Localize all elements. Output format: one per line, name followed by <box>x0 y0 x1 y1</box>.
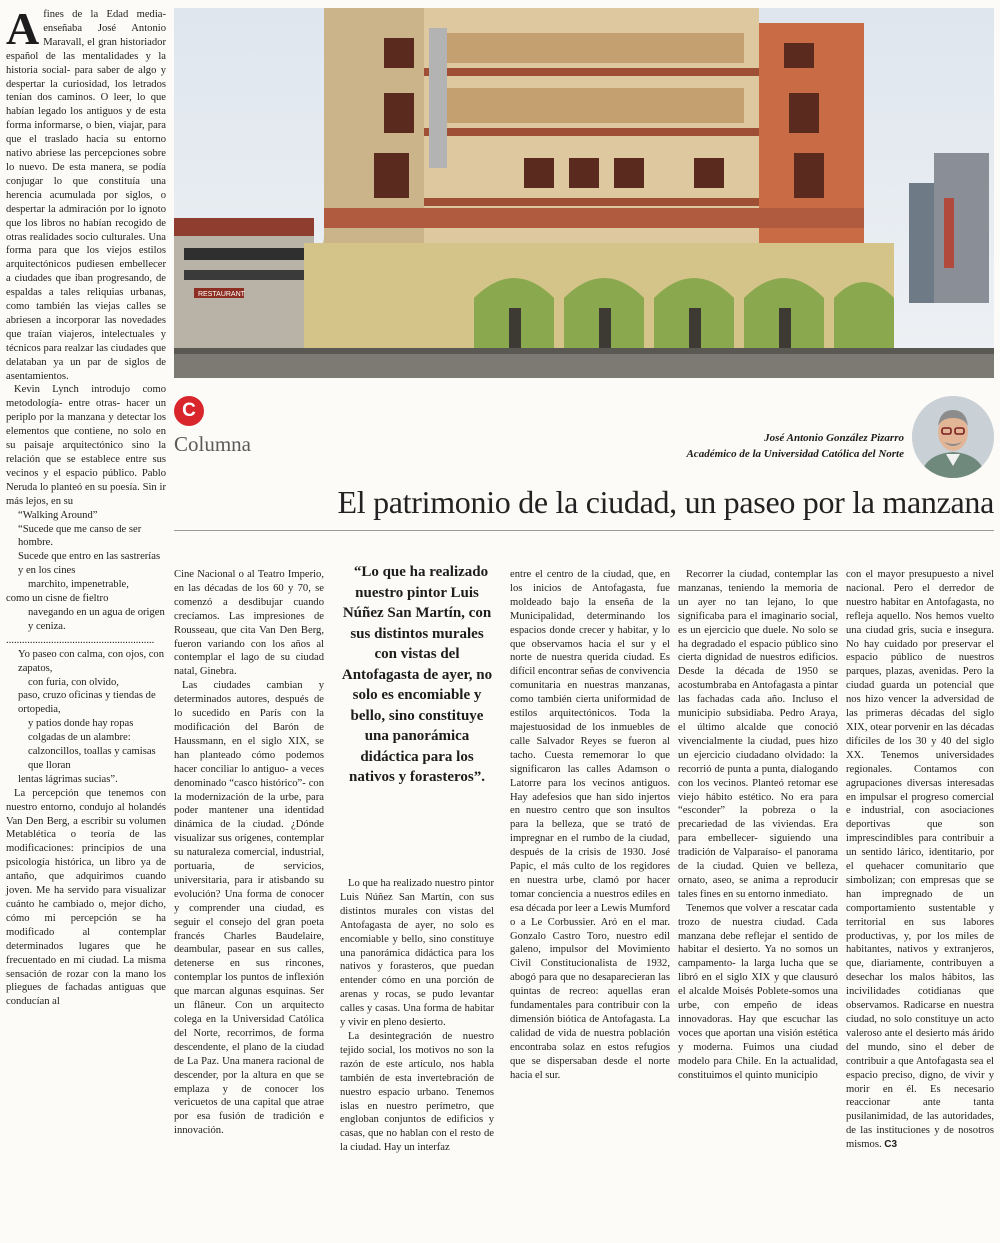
poem-line: “Sucede que me canso de ser hombre. <box>18 523 142 549</box>
poem-line: y patios donde hay ropas colgadas de un alambre: <box>28 718 134 744</box>
byline <box>686 430 904 462</box>
restaurant-sign: RESTAURANT <box>198 291 245 298</box>
poem-line: como un cisne de fieltro <box>6 593 109 605</box>
paragraph: entre el centro de la ciudad, que, en los inicios de Antofagasta, fue moldeado bajo la enseña de la Municipalidad, determinando los espacios donde crecer y habitar, y lo que observamos hacia el sur y el norte de nuestra querida ciudad. Es difícil encontrar señas de convivencia comunitaria en nuestras manzanas, como también cierta uniformidad de estilos arquitectónicos. Toda la majestuosidad de los inmuebles de calle Salvador Reyes se fueron al tacho. Cuesta rememorar lo que significaron las calles Adamson o Latorre para los vecinos antiguos. Hay adefesios que han sido injertos en nuestro centro que son insultos para la belleza, que se trató de impregnar en el rumbo de la ciudad, después de la crisis de 1930. José Papic, el más culto de los regidores en nuestra urbe, clamó por hacer tomar conciencia a nuestros ediles en esa década por leer a Lewis Mumford o a Le Corbussier. Aró en el mar. Gonzalo Castro Toro, nuestro edil galeno, impulsor del Movimiento Civil Constitucionalista de 1932, abogó para que no desaparecieran las quintas de recreo: aquellas eran fundamentales para contribuir con la dimensión biótica de Antofagasta. La calidad de vida de nuestra población encontraba solaz en estos refugios que se dispersaban desde el norte hacia el sur. <box>510 569 671 1081</box>
poem-line: lentas lágrimas sucias”. <box>18 773 118 785</box>
author-affiliation: Académico de la Universidad Católica del Norte <box>686 448 904 460</box>
column-3 <box>510 568 670 1083</box>
author-portrait-icon <box>912 396 994 478</box>
poem-ellipsis: ........................................................ <box>6 634 155 646</box>
poem-line: marchito, impenetrable, <box>28 579 129 591</box>
end-mark: C3 <box>884 1139 898 1151</box>
column-4 <box>678 568 838 1083</box>
poem-line: calzoncillos, toallas y camisas que lloran <box>28 746 156 771</box>
pull-quote: “Lo que ha realizado nuestro pintor Luis Núñez San Martín, con sus distintos murales con vistas del Antofagasta de ayer, no solo es encomiable y bello, sino constituye una panorámica didáctica para los nativos y forasteros”. <box>341 564 493 785</box>
author-avatar <box>912 396 994 478</box>
paragraph: Lo que ha realizado nuestro pintor Luis Núñez San Martín, con sus distintos murales con vistas del Antofagasta de ayer, no solo es encomiable y bello, sino constituye una panorámica didáctica para los nativos y forasteros, que puedan entender cómo en una porción de arenas y rocas, se pudo levantar calles y casas. Una forma de habitar y vivir en pleno desierto. <box>340 878 494 1029</box>
poem-line: Yo paseo con calma, con ojos, con zapatos, <box>18 648 165 674</box>
paragraph: Cine Nacional o al Teatro Imperio, en las décadas de los 60 y 70, se comenzó a desdibujar cuando crecíamos. Las impresiones de Rousseau, que cita Van Den Berg, fueron variando con los años al contemplar el lago de su ciudad natal, Ginebra. <box>174 569 324 678</box>
poem-line: Sucede que entro en las sastrerías y en los cines <box>18 551 161 577</box>
section-badge: C <box>174 396 204 426</box>
intro-paragraph: Afines de la Edad media-enseñaba José Antonio Maravall, el gran historiador español de las mentalidades y la historia social- para saber de algo y despertar la curiosidad, los letrados tenían dos caminos. O leer, lo que habían legado los antiguos y de esta forma informarse, o bien, viajar, para que el traslado hacia su entorno nativo abriese las percepciones sobre lo nuevo. De esta manera, se podía conjugar lo que constituía una herencia acumulada por siglos, o despertar la admiración por lo ignoto que los libros no habían recogido de otras realidades socio culturales. Una forma para que los viejos estilos arquitectónicos pudiesen embellecer a ciudades que iban progresando, de espaldas a tales reliquias urbanas, como también las viejas calles se abriesen a incorporar las novedades que traían viajeros, intelectuales y técnicos para realzar las ciudades que delataban ya un par de siglos de asentamientos. <box>6 3 166 382</box>
poem-line: paso, cruzo oficinas y tiendas de ortopedia, <box>18 690 156 716</box>
paragraph: con el mayor presupuesto a nivel nacional. Pero el derredor de nuestro habitar en Antofagasta, no refleja aquello. Nos hemos vuelto una ciudad gris, sucia e insegura. No hay cuidado por preservar el espacio público de nuestros parques, plazas, avenidas. Pero la ciudad guarda un potencial que nos hizo vencer la adversidad de las primeras décadas del siglo XIX, otear porvenir en las décadas difíciles de los 30 y 40 del siglo XX. Tenemos universidades regionales. Contamos con agrupaciones diversas interesadas en impulsar el progreso comercial e industrial, con asociaciones deportivas que son imprescindibles para contribuir a un sentido lárico, identitario, por el quehacer comunitario que simbolizan; con empresas que se han impregnado de un comportamiento sustentable y territorial en sus labores productivas, y, por los miles de habitantes, nativos y extranjeros, que, diariamente, contribuyen a desechar los malos hábitos, las incivilidades cotidianas que observamos. Radicarse en nuestra ciudad, no solo constituye un acto valeroso ante el desierto más árido del mundo, sino el deber de contribuir a que Antofagasta sea el espacio preciso, digno, de vivir y morir en él. Es necesario reaccionar ante tanta pusilanimidad, de las autoridades, de las instituciones y de nosotros mismos. C3 <box>846 569 994 1151</box>
paragraph: La desintegración de nuestro tejido social, los motivos no son la razón de este artículo, nos habla también de esta invertebración de nuestro espacio urbano. Tenemos islas en nuestro perímetro, que engloban conjuntos de edificios y casas, que no hablan con el resto de la ciudad. Hay un interfaz <box>340 1030 494 1154</box>
author-name: José Antonio González Pizarro <box>764 432 904 444</box>
poem-title: “Walking Around” <box>18 509 98 521</box>
paragraph: Recorrer la ciudad, contemplar las manzanas, teniendo la memoria de un ayer no tan lejano, lo que significaba para el imaginario social, es un ejercicio que duele. No solo se ha degradado el espacio público sino cierta dignidad de nuestros edificios. Desde la década de 1950 se acostumbraba en Antofagasta a pintar las fachadas cada año. Incluso el municipio subsidiaba. Pedro Araya, el último alcalde que conoció vivencialmente la ciudad, pues hizo un ejercicio ciudadano olvidado: la recorrió de punta a punta, dialogando con los vecinos. Planteó retomar ese viejo hábito estético. No era para “esconder” la pobreza o la precariedad de las viviendas. Era para embellecer- siguiendo una tradición de Valparaíso- el panorama de la ciudad. Quien ve belleza, ornato, aseo, se anima a reproducir tales fines en su entorno inmediato. <box>678 569 838 900</box>
poem-line: navegando en un agua de origen y ceniza. <box>28 606 165 632</box>
building-illustration <box>174 8 994 378</box>
paragraph: La percepción que tenemos con nuestro entorno, condujo al holandés Van Den Berg, a escribir su volumen Metablética o teoría de las modificaciones: principios de una psicología histórica, un libro ya de antaño, que adquirimos cuando joven. Me ha servido para visualizar cuánto he cambiado o, mejor dicho, cómo mi percepción se ha modificado al contemplar determinados lugares que he frecuentado en mi ciudad. La misma sensación de rozar con la mano los pliegues de fachadas antiguas que conducían al <box>6 787 166 1008</box>
paragraph: Kevin Lynch introdujo como metodología- entre otras- hacer un periplo por la manzana y detectar los elementos que contiene, no solo en su paisaje arquitectónico sino la relación que se establece entre sus vecinos y el espacio público. Pablo Neruda lo planteó en su poesía. Sin ir más lejos, en su <box>6 384 166 507</box>
column-2 <box>340 877 494 1155</box>
headline: El patrimonio de la ciudad, un paseo por la manzana <box>337 484 994 520</box>
pull-quote-block <box>340 562 494 788</box>
paragraph: Tenemos que volver a rescatar cada trozo de nuestra ciudad. Cada manzana debe reflejar el sentido de habitar el desierto. Ya no somos un campamento- la larga lucha que se libró en el siglo XIX y que clausuró el alcalde Moisés Poblete-somos una urbe, con empeño de ideas innovadoras. Hay que escuchar las voces que aportan una visión estética y moderna. Fuimos una ciudad modelo para Chile. En la actualidad, constituimos el quinto municipio <box>678 902 838 1081</box>
paragraph: Las ciudades cambian y determinados autores, después de lo sucedido en París con la modificación del Barón de Haussmann, en el siglo XIX, se han planteado cómo podemos hacer conciliar lo antiguo- a veces denominado “casco histórico”- con la modernización de la urbe, para poder mantener una identidad dinámica de la ciudad. ¿Dónde visualizar sus orígenes, contemplar su naturaleza comercial, industrial, portuaria, de servicios, universitaria, para ir atisbando su evolución? Una forma de conocer y comprender una ciudad, es seguir el consejo del gran poeta francés Charles Baudelaire, deambular, pasear en sus calles, detenerse en sus rincones, contemplar los puntos de inflexión que marcan algunas esquinas. Ser un flâneur. Con un arquitecto colega en la Universidad Católica del Norte, recorrimos, de forma descendente, el plano de la ciudad de La Paz. Una manera racional de descender, por la altura en que se emplaza y de conocer los vericuetos de una capital que atrae por esa fusión de tradición e innovación. <box>174 680 324 1137</box>
drop-cap: A <box>6 3 40 54</box>
poem-line: con furia, con olvido, <box>28 676 119 688</box>
column-left <box>6 3 166 1009</box>
column-5 <box>846 568 994 1152</box>
column-1 <box>174 568 324 1138</box>
headline-divider <box>174 530 994 531</box>
building-photo <box>174 8 994 378</box>
section-label: Columna <box>174 432 251 456</box>
